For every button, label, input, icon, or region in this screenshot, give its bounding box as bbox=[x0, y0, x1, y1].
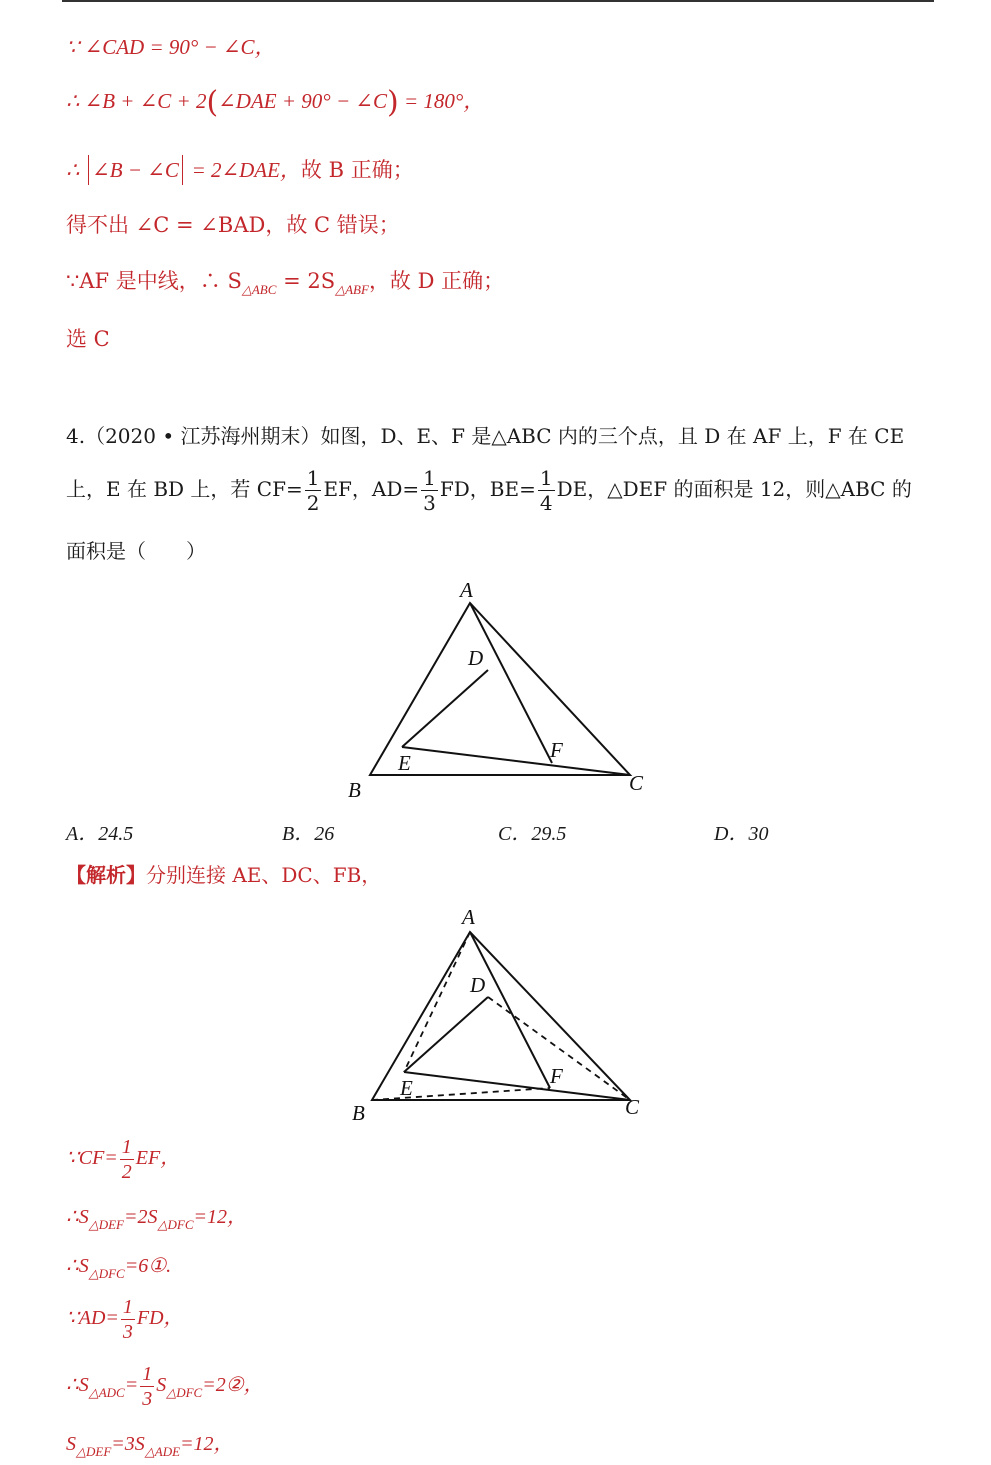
solution-header: 【解析】 bbox=[66, 863, 146, 887]
solution-figure bbox=[340, 900, 660, 1130]
label-a: A bbox=[460, 578, 473, 602]
label-b-2: B bbox=[352, 1101, 365, 1125]
triangle-abc-2 bbox=[372, 932, 630, 1100]
segment-af-2 bbox=[470, 932, 550, 1088]
label-d: D bbox=[468, 646, 484, 670]
top-rule bbox=[62, 0, 934, 2]
option-d: D．30 bbox=[714, 823, 769, 845]
label-c-2: C bbox=[625, 1095, 640, 1119]
proof-line-3: ∴ ∠B − ∠C = 2∠DAE，故 B 正确； bbox=[66, 155, 414, 185]
label-b: B bbox=[348, 778, 361, 802]
dashed-ae bbox=[404, 932, 470, 1072]
segment-de-2 bbox=[404, 997, 488, 1072]
triangle-abc bbox=[370, 603, 630, 775]
option-a: A．24.5 bbox=[66, 823, 134, 845]
solution-step-2: $\therefore S_{\triangle DEF}=2S_{\triangle DFC}=12$， bbox=[66, 1206, 248, 1232]
proof-line-1: ∵ ∠CAD = 90° − ∠C， bbox=[66, 35, 276, 59]
label-e-2: E bbox=[400, 1076, 413, 1100]
question-line-1: 4.（2020 • 江苏海州期末）如图，D、E、F 是△ABC 内的三个点，且 D 在 AF 上，F 在 CE bbox=[66, 424, 905, 448]
solution-step-6: $S_{\triangle DEF}=3S_{\triangle ADE}=12$， bbox=[66, 1433, 234, 1459]
label-c: C bbox=[629, 771, 644, 795]
solution-intro: 【解析】分别连接 AE、DC、FB， bbox=[66, 863, 382, 887]
triangle-figure bbox=[340, 575, 660, 805]
solution-step-3: $\therefore S_{\triangle DFC}=6①$. bbox=[66, 1255, 172, 1281]
segment-ec bbox=[402, 747, 630, 775]
label-f: F bbox=[550, 738, 563, 762]
segment-af bbox=[470, 603, 552, 763]
proof-line-5: ∵AF 是中线，∴ $S_{\triangle ABC} = 2S_{\triangle ABF}$，故 D 正确； bbox=[66, 269, 505, 297]
label-f-2: F bbox=[550, 1064, 563, 1088]
option-b: B．26 bbox=[282, 823, 335, 845]
segment-de bbox=[402, 670, 488, 747]
label-e: E bbox=[398, 751, 411, 775]
dashed-fb bbox=[372, 1088, 550, 1100]
answer-line: 选 C bbox=[66, 327, 110, 351]
label-d-2: D bbox=[470, 973, 486, 997]
solution-step-5: $\therefore S_{\triangle ADC}=$ $\frac{1}{3}$ $S_{\triangle DFC}=2②$， bbox=[66, 1363, 264, 1410]
label-a-2: A bbox=[462, 905, 475, 929]
solution-step-4: ∵AD= $\frac{1}{3}$ FD， bbox=[66, 1296, 184, 1343]
question-line-2: 上，E 在 BD 上，若 CF= $\frac{1}{2}$ EF，AD= $\frac{1}{3}$ FD，BE= $\frac{1}{4}$ DE，△DEF 的面积是 12，则△ABC 的 bbox=[66, 466, 912, 515]
proof-line-4: 得不出 ∠C = ∠BAD，故 C 错误； bbox=[66, 213, 400, 237]
solution-step-1: ∵CF= $\frac{1}{2}$ EF， bbox=[66, 1136, 181, 1183]
option-c: C．29.5 bbox=[498, 823, 567, 845]
question-line-3: 面积是（ ） bbox=[66, 539, 206, 563]
proof-line-2: ∴ ∠B + ∠C + 2(∠DAE + 90° − ∠C) = 180°， bbox=[66, 85, 485, 120]
